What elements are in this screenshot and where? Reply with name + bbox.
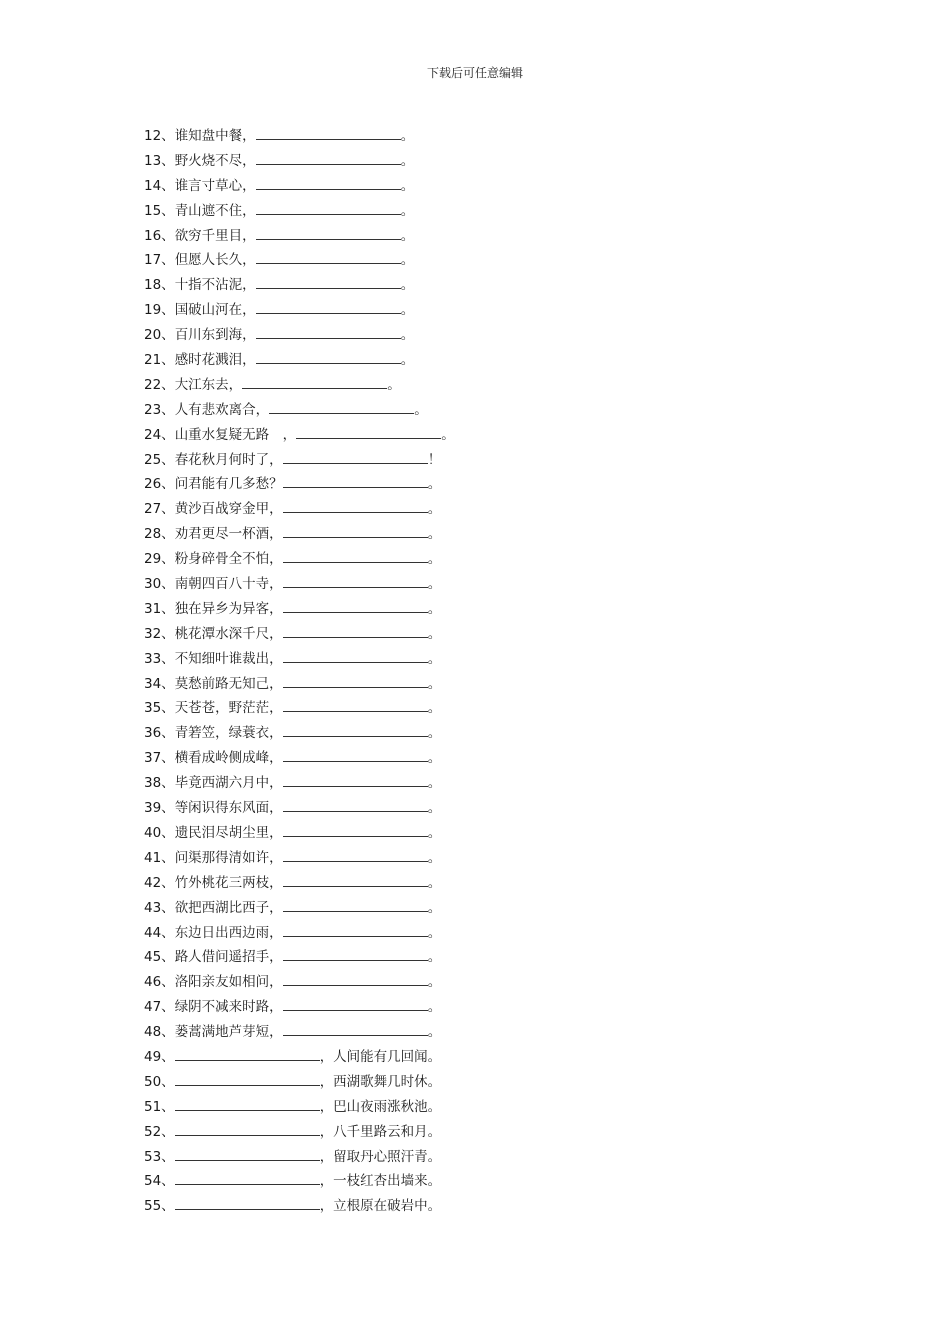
verse-text-before: 横看成岭侧成峰， [174,750,283,767]
verse-text-after: 。 [441,426,455,443]
verse-text-before: 遗民泪尽胡尘里， [174,824,283,841]
verse-text-before: 问渠那得清如许， [174,849,283,866]
verse-text-after: 。 [387,376,401,393]
item-number: 30、 [144,576,175,593]
list-item [144,1020,455,1045]
item-number: 15、 [144,202,175,219]
item-number: 39、 [144,800,175,817]
verse-text-before: 天苍苍，野茫茫， [174,700,283,717]
answer-blank[interactable] [283,924,428,937]
verse-text-before: 十指不沾泥， [174,277,256,294]
answer-blank[interactable] [175,1123,320,1136]
verse-text-before: 竹外桃花三两枝， [174,874,283,891]
list-item [144,273,455,298]
item-number: 22、 [144,376,175,393]
verse-text-after: 。 [427,974,442,991]
answer-blank[interactable] [269,401,414,414]
item-number: 51、 [144,1098,175,1115]
answer-blank[interactable] [256,351,401,364]
answer-blank[interactable] [175,1073,320,1086]
list-item [144,174,455,199]
list-item [144,248,455,273]
item-number: 25、 [144,451,175,468]
answer-blank[interactable] [283,749,428,762]
list-item [144,224,455,249]
verse-text-after: 。 [400,252,415,269]
item-number: 33、 [144,650,175,667]
verse-text-after: 。 [427,899,442,916]
list-item [144,323,455,348]
list-item [144,472,455,497]
list-item [144,1120,455,1145]
item-number: 50、 [144,1073,175,1090]
answer-blank[interactable] [283,475,428,488]
item-number: 21、 [144,352,175,369]
verse-text-before: 谁言寸草心， [174,177,256,194]
item-number: 41、 [144,849,175,866]
verse-text-after: ！ [427,451,442,468]
list-item [144,796,455,821]
verse-text-before: 毕竟西湖六月中， [174,775,283,792]
answer-blank[interactable] [283,724,428,737]
answer-blank[interactable] [175,1048,320,1061]
item-number: 31、 [144,600,175,617]
verse-text-before: 山重水复疑无路 ， [174,426,297,443]
item-number: 52、 [144,1123,175,1140]
list-item [144,522,455,547]
list-item [144,572,455,597]
item-number: 14、 [144,177,175,194]
list-item [144,896,455,921]
verse-text-before: 问君能有几多愁？ [174,476,283,493]
item-number: 24、 [144,426,175,443]
answer-blank[interactable] [175,1098,320,1111]
verse-text-after: 。 [427,675,442,692]
verse-text-before: 谁知盘中餐， [174,128,256,144]
list-item [144,124,455,149]
item-number: 13、 [144,152,175,169]
item-number: 23、 [144,401,175,418]
item-number: 32、 [144,625,175,642]
answer-blank[interactable] [283,575,428,588]
verse-text-after: 。 [427,600,442,617]
verse-text-before: 洛阳亲友如相问， [174,974,283,991]
verse-text-before: 桃花潭水深千尺， [174,625,283,642]
verse-text-after: 。 [400,227,415,244]
answer-blank[interactable] [256,177,401,190]
item-number: 26、 [144,476,175,493]
list-item [144,821,455,846]
verse-text-before: 春花秋月何时了， [174,451,283,468]
verse-text-before: 欲把西湖比西子， [174,899,283,916]
item-number: 19、 [144,302,175,319]
answer-blank[interactable] [283,824,428,837]
verse-text-after: ，立根原在破岩中。 [319,1198,442,1215]
verse-text-after: 。 [400,202,415,219]
item-number: 20、 [144,327,175,344]
list-item [144,1194,455,1219]
answer-blank[interactable] [175,1148,320,1161]
verse-text-after: 。 [427,576,442,593]
verse-text-after: 。 [427,750,442,767]
verse-text-after: 。 [427,949,442,966]
list-item [144,448,455,473]
verse-text-after: ，巴山夜雨涨秋池。 [319,1098,442,1115]
answer-blank[interactable] [256,276,401,289]
verse-text-after: 。 [400,302,415,319]
list-item [144,696,455,721]
list-item [144,497,455,522]
item-number: 28、 [144,526,175,543]
answer-blank[interactable] [256,202,401,215]
verse-text-before: 南朝四百八十寺， [174,576,283,593]
verse-text-after: 。 [400,128,415,144]
list-item [144,647,455,672]
answer-blank[interactable] [283,849,428,862]
verse-text-before: 等闲识得东风面， [174,800,283,817]
verse-text-after: 。 [427,775,442,792]
item-number: 48、 [144,1024,175,1041]
verse-text-after: 。 [427,824,442,841]
item-number: 49、 [144,1048,175,1065]
fill-in-list [144,124,455,1219]
verse-text-after: 。 [400,177,415,194]
answer-blank[interactable] [242,376,387,389]
verse-text-after: ，留取丹心照汗青。 [319,1148,442,1165]
answer-blank[interactable] [296,426,441,439]
verse-text-before: 国破山河在， [174,302,256,319]
item-number: 16、 [144,227,175,244]
verse-text-after: 。 [427,476,442,493]
answer-blank[interactable] [283,699,428,712]
answer-blank[interactable] [283,899,428,912]
list-item [144,721,455,746]
verse-text-after: 。 [427,1024,442,1041]
verse-text-after: 。 [427,625,442,642]
list-item [144,995,455,1020]
list-item [144,746,455,771]
list-item [144,423,455,448]
verse-text-after: ，一枝红杏出墙来。 [319,1173,442,1190]
verse-text-after: 。 [400,327,415,344]
verse-text-after: 。 [427,501,442,518]
list-item [144,398,455,423]
answer-blank[interactable] [283,451,428,464]
verse-text-before: 野火烧不尽， [174,152,256,169]
answer-blank[interactable] [256,326,401,339]
verse-text-after: 。 [427,849,442,866]
verse-text-after: 。 [400,277,415,294]
list-item [144,348,455,373]
answer-blank[interactable] [175,1197,320,1210]
item-number: 55、 [144,1198,175,1215]
answer-blank[interactable] [175,1172,320,1185]
list-item [144,921,455,946]
item-number: 38、 [144,775,175,792]
verse-text-before: 青箬笠，绿蓑衣， [174,725,283,742]
item-number: 54、 [144,1173,175,1190]
verse-text-before: 蒌蒿满地芦芽短， [174,1024,283,1041]
answer-blank[interactable] [283,774,428,787]
page-header: 下载后可任意编辑 [426,66,523,80]
verse-text-before: 莫愁前路无知己， [174,675,283,692]
list-item [144,373,455,398]
item-number: 35、 [144,700,175,717]
item-number: 37、 [144,750,175,767]
answer-blank[interactable] [283,625,428,638]
verse-text-before: 劝君更尽一杯酒， [174,526,283,543]
verse-text-before: 青山遮不住， [174,202,256,219]
verse-text-before: 绿阴不减来时路， [174,999,283,1016]
answer-blank[interactable] [283,525,428,538]
item-number: 34、 [144,675,175,692]
list-item [144,547,455,572]
list-item [144,298,455,323]
verse-text-before: 东边日出西边雨， [174,924,283,941]
answer-blank[interactable] [283,1023,428,1036]
item-number: 53、 [144,1148,175,1165]
verse-text-after: 。 [414,401,428,418]
item-number: 47、 [144,999,175,1016]
verse-text-after: 。 [427,874,442,891]
answer-blank[interactable] [283,973,428,986]
list-item [144,1145,455,1170]
list-item [144,199,455,224]
item-number: 40、 [144,824,175,841]
item-number: 27、 [144,501,175,518]
verse-text-after: 。 [400,152,415,169]
item-number: 45、 [144,949,175,966]
answer-blank[interactable] [283,500,428,513]
list-item [144,672,455,697]
verse-text-after: 。 [427,725,442,742]
item-number: 17、 [144,252,175,269]
verse-text-after: 。 [427,700,442,717]
verse-text-after: ，人间能有几回闻。 [319,1048,442,1065]
verse-text-before: 黄沙百战穿金甲， [174,501,283,518]
verse-text-after: 。 [427,526,442,543]
item-number: 42、 [144,874,175,891]
item-number: 43、 [144,899,175,916]
answer-blank[interactable] [256,227,401,240]
list-item [144,1045,455,1070]
verse-text-before: 独在异乡为异客， [174,600,283,617]
verse-text-after: 。 [427,800,442,817]
verse-text-after: ，西湖歌舞几时休。 [319,1073,442,1090]
answer-blank[interactable] [256,251,401,264]
list-item [144,597,455,622]
verse-text-after: 。 [427,650,442,667]
verse-text-before: 欲穷千里目， [174,227,256,244]
verse-text-after: 。 [427,999,442,1016]
verse-text-before: 百川东到海， [174,327,256,344]
list-item [144,871,455,896]
verse-text-after: 。 [427,551,442,568]
answer-blank[interactable] [283,874,428,887]
list-item [144,149,455,174]
verse-text-before: 人有悲欢离合， [174,401,270,418]
list-item [144,970,455,995]
item-number: 18、 [144,277,175,294]
verse-text-before: 大江东去， [174,376,243,393]
item-number: 36、 [144,725,175,742]
answer-blank[interactable] [256,152,401,165]
answer-blank[interactable] [283,675,428,688]
answer-blank[interactable] [283,948,428,961]
answer-blank[interactable] [283,799,428,812]
answer-blank[interactable] [256,301,401,314]
item-number: 29、 [144,551,175,568]
item-number: 12、 [144,128,175,144]
list-item [144,622,455,647]
verse-text-before: 但愿人长久， [174,252,256,269]
item-number: 44、 [144,924,175,941]
list-item [144,1070,455,1095]
verse-text-before: 路人借问遥招手， [174,949,283,966]
answer-blank[interactable] [283,650,428,663]
verse-text-before: 感时花溅泪， [174,352,256,369]
list-item [144,945,455,970]
verse-text-after: ，八千里路云和月。 [319,1123,442,1140]
verse-text-after: 。 [400,352,415,369]
answer-blank[interactable] [283,998,428,1011]
list-item [144,771,455,796]
item-number: 46、 [144,974,175,991]
verse-text-before: 粉身碎骨全不怕， [174,551,283,568]
list-item [144,1169,455,1194]
verse-text-after: 。 [427,924,442,941]
answer-blank[interactable] [256,127,401,140]
list-item [144,846,455,871]
answer-blank[interactable] [283,600,428,613]
verse-text-before: 不知细叶谁裁出， [174,650,283,667]
answer-blank[interactable] [283,550,428,563]
list-item [144,1095,455,1120]
